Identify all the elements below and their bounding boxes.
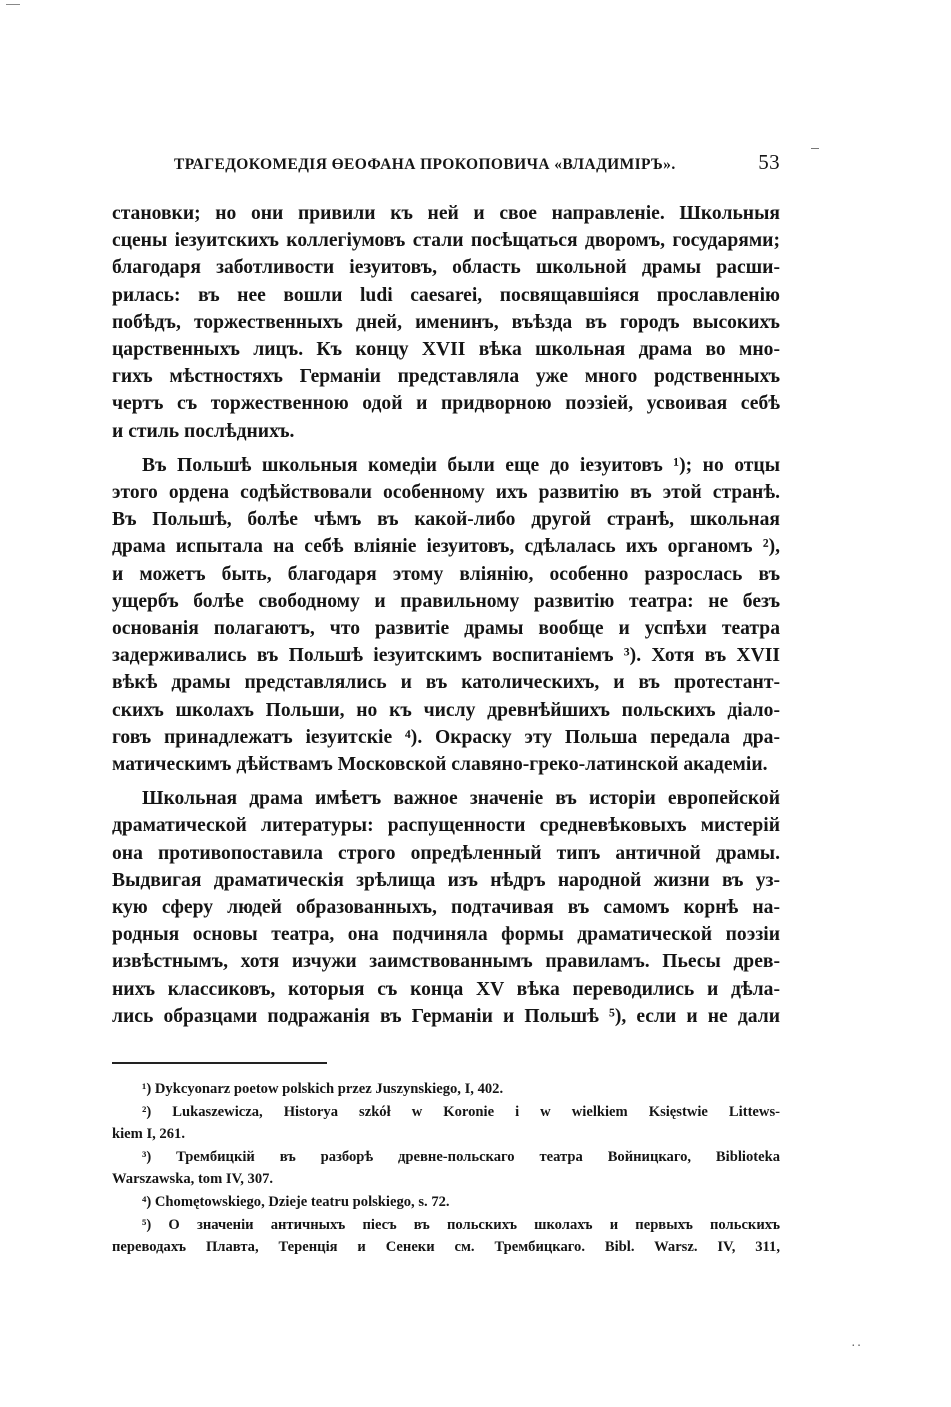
text-line: нихъ классиковъ, которыя съ конца XV вѣка переводились и дѣла- bbox=[112, 978, 780, 1000]
text-line: чертъ съ торжественною одой и придворною поэзіей, усвоивая себѣ bbox=[112, 393, 780, 415]
scan-bottom-mark: .. bbox=[851, 1335, 863, 1349]
text-line: этого ордена содѣйствовали особенному ихъ развитію въ этой странѣ. bbox=[112, 482, 780, 504]
text-line: сцены іезуитскихъ коллегіумовъ стали посѣщаться дворомъ, государями; bbox=[112, 230, 780, 252]
text-line: гихъ мѣстностяхъ Германіи представляла уже много родственныхъ bbox=[112, 366, 780, 388]
footnote-line: Warszawska, tom IV, 307. bbox=[112, 1171, 274, 1188]
main-text bbox=[112, 200, 780, 1030]
scan-corner-mark bbox=[6, 4, 20, 5]
book-page bbox=[112, 150, 780, 1259]
text-line: лись образцами подражанія въ Германіи и Польшѣ ⁵), если и не дали bbox=[112, 1005, 780, 1027]
text-line: матическимъ дѣйствамъ Московской славяно-греко-латинской академіи. bbox=[112, 754, 768, 776]
text-line: Въ Польшѣ, болѣе чѣмъ въ какой-либо другой странѣ, школьная bbox=[112, 509, 780, 531]
text-line: задерживались въ Польшѣ іезуитскимъ воспитаніемъ ³). Хотя въ XVII bbox=[112, 645, 780, 667]
page-number: 53 bbox=[758, 150, 780, 174]
text-line: Школьная драма имѣетъ важное значеніе въ исторіи европейской bbox=[142, 788, 780, 810]
text-line: рилась: въ нее вошли ludi caesarei, посвящавшіяся прославленію bbox=[112, 284, 780, 306]
footnote-line: kiem I, 261. bbox=[112, 1126, 185, 1143]
text-line: Въ Польшѣ школьныя комедіи были еще до іезуитовъ ¹); но отцы bbox=[142, 454, 780, 476]
footnote-line: переводахъ Плавта, Теренція и Сенеки см. Трембицкаго. Bibl. Warsz. IV, 311, bbox=[112, 1239, 780, 1256]
running-title: ТРАГЕДОКОМЕДІЯ ӨЕОФАНА ПРОКОПОВИЧА «ВЛАДИМІРЪ». bbox=[174, 156, 676, 173]
text-line: драма испытала на себѣ вліяніе іезуитовъ, сдѣлалась ихъ органомъ ²), bbox=[112, 536, 780, 558]
footnote-line: ⁴) Chomętowskiego, Dzieje teatru polskiego, s. 72. bbox=[142, 1194, 450, 1211]
text-line: царственныхъ лицъ. Къ концу XVII вѣка школьная драма во мно- bbox=[112, 339, 780, 361]
text-line: Выдвигая драматическія зрѣлища изъ нѣдръ народной жизни въ уз- bbox=[112, 869, 780, 891]
footnote-divider bbox=[112, 1062, 327, 1064]
footnote-line: ¹) Dykcyonarz poetow polskich przez Juszynskiego, I, 402. bbox=[142, 1081, 504, 1098]
text-line: и стиль послѣднихъ. bbox=[112, 420, 295, 442]
footnote-line: ³) Трембицкій въ разборѣ древне-польскаго театра Войницкаго, Biblioteka bbox=[142, 1148, 780, 1165]
text-line: говъ принадлежатъ іезуитскіе ⁴). Окраску эту Польша передала дра- bbox=[112, 726, 780, 748]
footnote-2 bbox=[112, 1101, 780, 1146]
text-line: ущербъ болѣе свободному и правильному развитію театра: не безъ bbox=[112, 590, 780, 612]
text-line: она противопоставила строго опредѣленный типъ античной драмы. bbox=[112, 842, 780, 864]
footnotes bbox=[112, 1078, 780, 1259]
running-header bbox=[174, 150, 780, 182]
text-line: основанія полагаютъ, что развитіе драмы вообще и успѣхи театра bbox=[112, 618, 780, 640]
footnote-1 bbox=[112, 1078, 780, 1101]
text-line: родныя основы театра, она подчиняла формы драматической поэзіи bbox=[112, 924, 780, 946]
text-line: благодаря заботливости іезуитовъ, область школьной драмы расши- bbox=[112, 257, 780, 279]
text-line: и можетъ быть, благодаря этому вліянію, особенно разрослась въ bbox=[112, 563, 780, 585]
footnote-5 bbox=[112, 1214, 780, 1259]
text-line: извѣстнымъ, хотя изчужи заимствованнымъ правиламъ. Пьесы древ- bbox=[112, 951, 780, 973]
footnote-3 bbox=[112, 1146, 780, 1191]
paragraph-2 bbox=[112, 452, 780, 778]
text-line: скихъ школахъ Польши, но къ числу древнѣйшихъ польскихъ діало- bbox=[112, 699, 780, 721]
paragraph-3 bbox=[112, 785, 780, 1030]
scan-edge-mark bbox=[811, 148, 819, 149]
footnote-line: ²) Lukaszewicza, Historya szkół w Koronie i w wielkiem Księstwie Littews- bbox=[142, 1103, 780, 1120]
footnote-4 bbox=[112, 1191, 780, 1214]
text-line: драматической литературы: распущенности средневѣковыхъ мистерій bbox=[112, 815, 780, 837]
text-line: кую сферу людей образованныхъ, подтачивая въ самомъ корнѣ на- bbox=[112, 897, 780, 919]
text-line: побѣдъ, торжественныхъ дней, именинъ, въѣзда въ городъ высокихъ bbox=[112, 311, 780, 333]
footnote-line: ⁵) О значеніи античныхъ піесъ въ польскихъ школахъ и первыхъ польскихъ bbox=[142, 1216, 780, 1233]
paragraph-1 bbox=[112, 200, 780, 445]
text-line: вѣкѣ драмы представлялись и въ католическихъ, и въ протестант- bbox=[112, 672, 780, 694]
text-line: становки; но они привили къ ней и свое направленіе. Школьныя bbox=[112, 203, 780, 224]
